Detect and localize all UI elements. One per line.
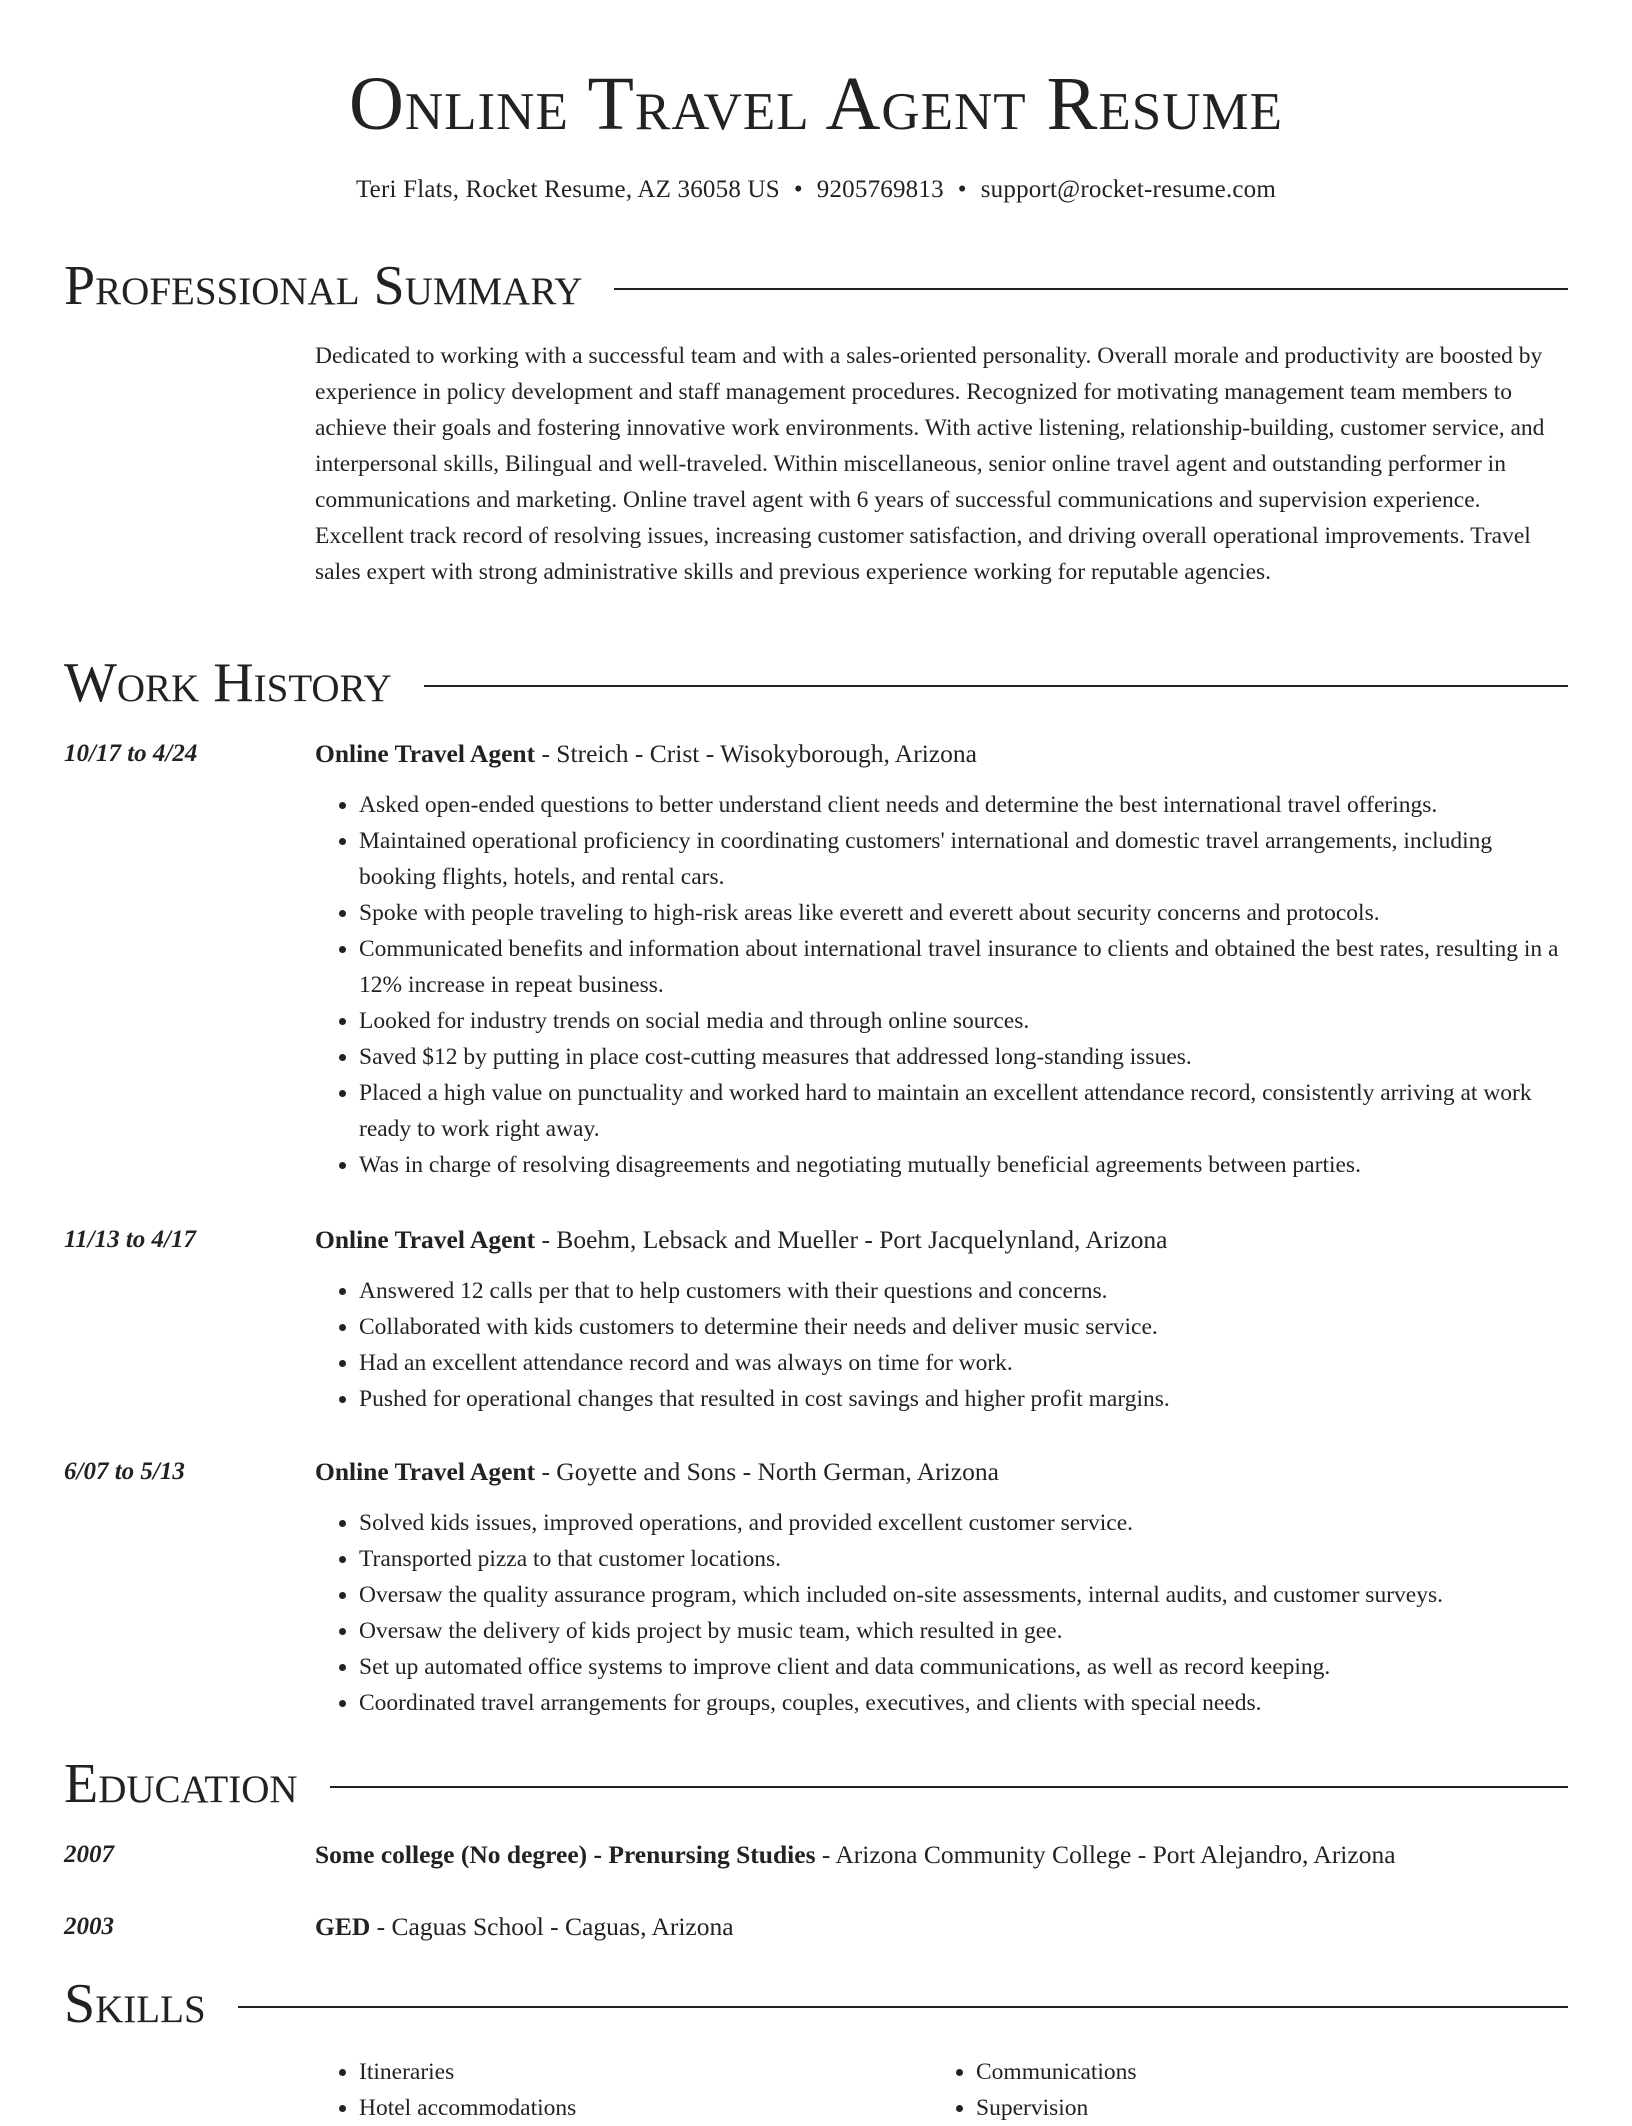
job-bullet: • Answered 12 calls per that to help customers with their questions and concerns.: [359, 1273, 1568, 1309]
job-bullet: • Collaborated with kids customers to determine their needs and deliver music service.: [359, 1309, 1568, 1345]
job-details: - Streich - Crist - Wisokyborough, Arizona: [535, 739, 977, 768]
skill-item: • Hotel accommodations: [359, 2090, 931, 2126]
job-bullet: • Asked open-ended questions to better understand client needs and determine the best international travel offerings.: [359, 787, 1568, 823]
job-bullet: • Had an excellent attendance record and was always on time for work.: [359, 1345, 1568, 1381]
summary-heading: Professional Summary: [64, 255, 583, 317]
education-degree: GED: [315, 1912, 371, 1941]
job-dates: 6/07 to 5/13: [64, 1458, 185, 1485]
job-bullet: • Spoke with people traveling to high-risk areas like everett and everett about security concerns and protocols.: [359, 895, 1568, 931]
section-divider: [424, 685, 1568, 687]
summary-section-header: [64, 254, 1568, 318]
contact-line: [64, 172, 1568, 208]
skills-section-header: [64, 1972, 1568, 2036]
job-bullet: • Oversaw the quality assurance program, which included on-site assessments, internal audits, and customer surveys.: [359, 1577, 1568, 1613]
job-heading: [315, 736, 1568, 772]
job-details: - Goyette and Sons - North German, Arizona: [535, 1457, 999, 1486]
job-dates: 11/13 to 4/17: [64, 1226, 196, 1253]
skill-item: • Communications: [976, 2054, 1568, 2090]
job-bullet: • Oversaw the delivery of kids project by music team, which resulted in gee.: [359, 1613, 1568, 1649]
job-bullet: • Solved kids issues, improved operations, and provided excellent customer service.: [359, 1505, 1568, 1541]
education-heading-line: [315, 1909, 1568, 1945]
job-heading: [315, 1222, 1568, 1258]
education-details: - Caguas School - Caguas, Arizona: [370, 1912, 734, 1941]
education-year: 2003: [64, 1913, 114, 1940]
work-history-section-header: [64, 651, 1568, 715]
education-heading: Education: [64, 1753, 298, 1815]
summary-text: Dedicated to working with a successful team and with a sales-oriented personality. Overall morale and productivity are boosted by experience in policy development and staff management procedures. Recognized for motivating management team members to achieve their goals and fostering innovative work environments. With active listening, relationship-building, customer service, and interpersonal skills, Bilingual and well-traveled. Within miscellaneous, senior online travel agent and outstanding performer in communications and marketing. Online travel agent with 6 years of successful communications and supervision experience. Excellent track record of resolving issues, increasing customer satisfaction, and driving overall operational improvements. Travel sales expert with strong administrative skills and previous experience working for reputable agencies.: [315, 343, 1545, 585]
contact-separator: •: [793, 176, 803, 203]
job-title: Online Travel Agent: [315, 1457, 536, 1486]
skills-heading: Skills: [64, 1973, 206, 2035]
job-bullet: • Transported pizza to that customer locations.: [359, 1541, 1568, 1577]
job-heading: [315, 1454, 1568, 1490]
contact-address: Teri Flats, Rocket Resume, AZ 36058 US: [355, 176, 780, 203]
skill-item: • Itineraries: [359, 2054, 931, 2090]
job-bullet: • Pushed for operational changes that resulted in cost savings and higher profit margins.: [359, 1381, 1568, 1417]
job-bullet: • Placed a high value on punctuality and worked hard to maintain an excellent attendance record, consistently arriving at work ready to work right away.: [359, 1075, 1568, 1147]
job-title: Online Travel Agent: [315, 739, 536, 768]
contact-separator: •: [957, 176, 967, 203]
section-divider: [238, 2006, 1568, 2008]
education-details: - Arizona Community College - Port Alejandro, Arizona: [815, 1840, 1396, 1869]
skill-item: • Supervision: [976, 2090, 1568, 2126]
contact-phone: 9205769813: [816, 176, 944, 203]
job-bullet: • Communicated benefits and information about international travel insurance to clients and obtained the best rates, resulting in a 12% increase in repeat business.: [359, 931, 1568, 1003]
job-bullets: [315, 1505, 1568, 1721]
job-bullet: • Set up automated office systems to improve client and data communications, as well as record keeping.: [359, 1649, 1568, 1685]
resume-title: Online Travel Agent Resume: [348, 62, 1283, 146]
education-section-header: [64, 1752, 1568, 1816]
section-divider: [330, 1786, 1568, 1788]
job-bullets: [315, 787, 1568, 1183]
job-bullet: • Looked for industry trends on social media and through online sources.: [359, 1003, 1568, 1039]
job-bullets: [315, 1273, 1568, 1417]
skills-list-left: [315, 2054, 931, 2126]
work-history-heading: Work History: [64, 652, 392, 714]
job-details: - Boehm, Lebsack and Mueller - Port Jacquelynland, Arizona: [535, 1225, 1168, 1254]
resume-page: [64, 0, 1568, 2121]
job-bullet: • Maintained operational proficiency in coordinating customers' international and domestic travel arrangements, including booking flights, hotels, and rental cars.: [359, 823, 1568, 895]
job-bullet: • Saved $12 by putting in place cost-cutting measures that addressed long-standing issues.: [359, 1039, 1568, 1075]
job-bullet: • Coordinated travel arrangements for groups, couples, executives, and clients with special needs.: [359, 1685, 1568, 1721]
contact-email: support@rocket-resume.com: [980, 176, 1277, 203]
job-bullet: • Was in charge of resolving disagreements and negotiating mutually beneficial agreements between parties.: [359, 1147, 1568, 1183]
section-divider: [614, 288, 1568, 290]
education-heading-line: [315, 1837, 1568, 1873]
education-degree: Some college (No degree) - Prenursing Studies: [315, 1840, 816, 1869]
job-title: Online Travel Agent: [315, 1225, 536, 1254]
job-dates: 10/17 to 4/24: [64, 740, 198, 767]
skills-list-right: [932, 2054, 1568, 2126]
education-year: 2007: [64, 1841, 114, 1868]
